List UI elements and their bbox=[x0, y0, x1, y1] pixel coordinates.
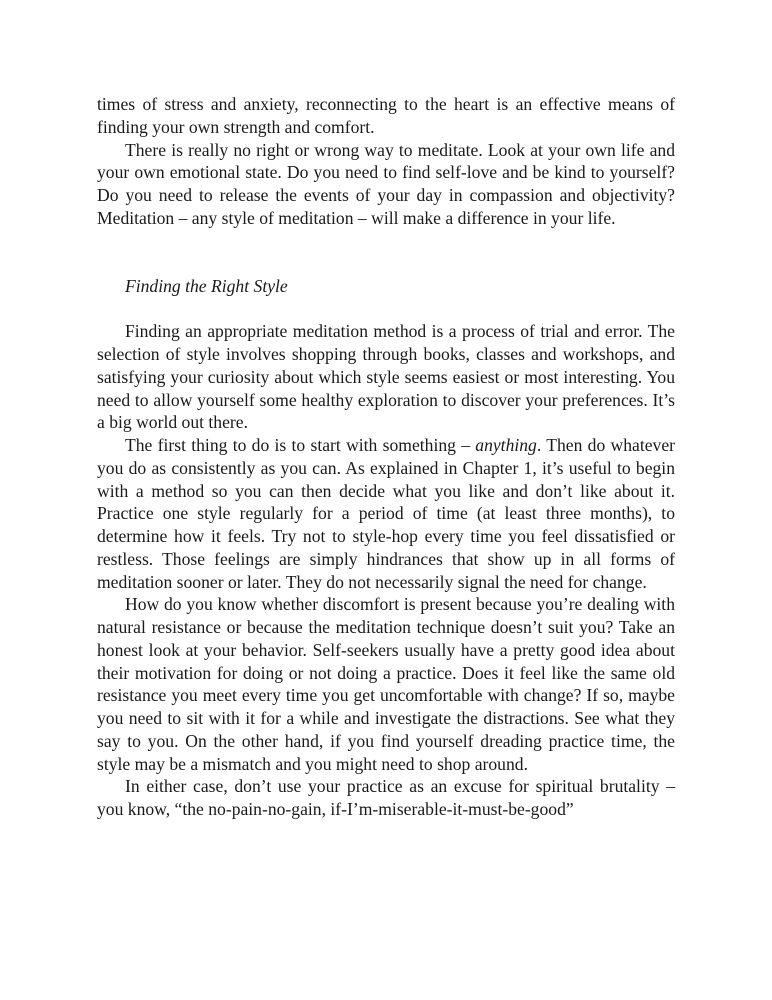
emphasis-anything: anything bbox=[475, 435, 537, 455]
section-heading: Finding the Right Style bbox=[125, 275, 288, 296]
book-page bbox=[97, 93, 675, 821]
paragraph-continuation: times of stress and anxiety, reconnecting to the heart is an effective means of finding your own strength and comfort. bbox=[97, 94, 675, 137]
paragraph-first-thing bbox=[97, 434, 675, 593]
paragraph-no-right-way: There is really no right or wrong way to meditate. Look at your own life and your own emotional state. Do you need to find self-love and be kind to yourself? Do you need to release the events of your day in compassion and objectivity? Meditation – any style of meditation – will make a difference in your life. bbox=[97, 139, 675, 228]
paragraph-discomfort: How do you know whether discomfort is present because you’re dealing with natural resistance or because the meditation technique doesn’t suit you? Take an honest look at your behavior. Self-seekers usually have a pretty good idea about their motivation for doing or not doing a practice. Does it feel like the same old resistance you meet every time you get uncomfortable with change? If so, maybe you need to sit with it for a while and investigate the distractions. See what they say to you. On the other hand, if you find yourself dreading practice time, the style may be a mismatch and you might need to shop around. bbox=[97, 594, 675, 774]
paragraph-either-case: In either case, don’t use your practice as an excuse for spiritual brutality – you know, “the no-pain-no-gain, if-I’m-miserable-it-must-be-good” bbox=[97, 776, 675, 819]
paragraph-first-thing-start: The first thing to do is to start with something – bbox=[125, 435, 476, 455]
paragraph-first-thing-rest: . Then do whatever you do as consistently as you can. As explained in Chapter 1, it’s useful to begin with a method so you can then decide what you like and don’t like about it. Practice one style regularly for a period of time (at least three months), to determine how it feels. Try not to style-hop every time you feel dissatisfied or restless. Those feelings are simply hindrances that show up in all forms of meditation sooner or later. They do not necessarily signal the need for change. bbox=[97, 435, 675, 592]
paragraph-trial-and-error: Finding an appropriate meditation method is a process of trial and error. The selection of style involves shopping through books, classes and workshops, and satisfying your curiosity about which style seems easiest or most interesting. You need to allow yourself some healthy exploration to discover your preferences. It’s a big world out there. bbox=[97, 321, 675, 433]
